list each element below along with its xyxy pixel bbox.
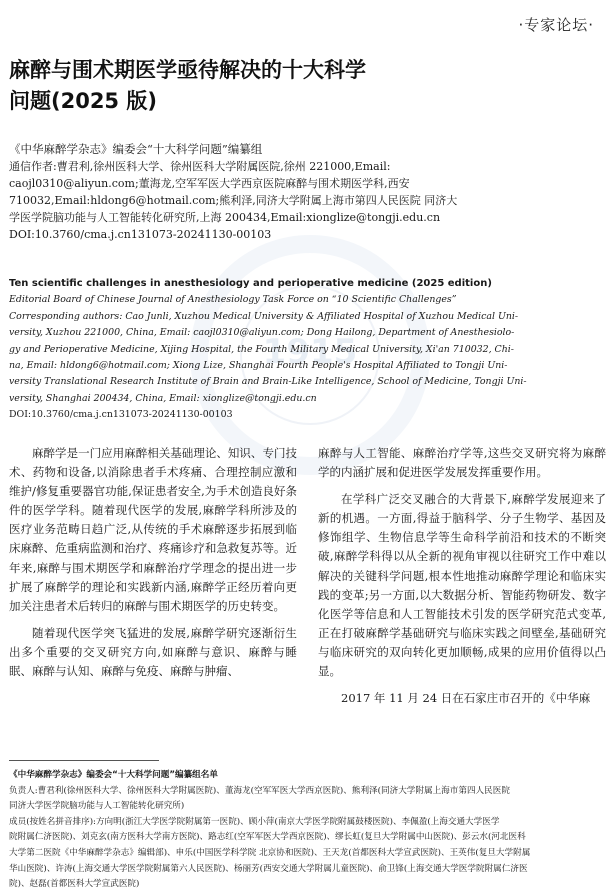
title-line-2: 问题(2025 版) <box>9 89 157 113</box>
footnote-line: 同济大学医学院脑功能与人工智能转化研究所) <box>9 801 185 812</box>
body-paragraph: 麻醉学是一门应用麻醉相关基础理论、知识、专门技术、药物和设备,以消除患者手术疼痛、合理控制应激和维护/修复重要器官功能,保证患者安全,为手术创造良好条件的医学学科。随着现代医学的发展,麻醉学科所涉及的医疗业务范畴日趋广泛,从传统的手术麻醉逐步拓展到临床麻醉、危重病监测和治疗、疼痛诊疗和急救复苏等。近年来,麻醉与围术期医学和麻醉治疗学理念的提出进一步扩展了麻醉学的理论和实践新内涵,麻醉学正经历着向更加关注患者术后转归的麻醉与围术期医学的历史转变。 <box>9 446 297 613</box>
footnote-line: 院)、赵磊(首都医科大学宣武医院) <box>9 879 140 890</box>
footnote-line: 负责人:曹君利(徐州医科大学、徐州医科大学附属医院)、董海龙(空军军医大学西京医院)、熊利泽(同济大学附属上海市第四人民医院 <box>9 785 510 796</box>
section-tag: ·专家论坛· <box>518 16 594 34</box>
en-doi: DOI:10.3760/cma.j.cn131073-20241130-00103 <box>9 409 233 421</box>
en-correspondence-line: na, Email: hldong6@hotmail.com; Xiong Lize, Shanghai Fourth People's Hospital Affiliated to Tongji Uni- <box>9 360 508 372</box>
title-line-1: 麻醉与围术期医学亟待解决的十大科学 <box>9 58 366 82</box>
footnote-line: 华山医院)、许涛(上海交通大学医学院附属第六人民医院)、杨丽芳(西安交通大学附属儿童医院)、俞卫锋(上海交通大学医学院附属仁济医 <box>9 863 528 874</box>
footnote-line: 大学第二医院《中华麻醉学杂志》编辑部)、申乐(中国医学科学院 北京协和医院)、王天龙(首都医科大学宣武医院)、王英伟(复旦大学附属 <box>9 847 531 858</box>
cn-correspondence-line: 学医学院脑功能与人工智能转化研究所,上海 200434,Email:xionglize@tongji.edu.cn <box>9 211 441 224</box>
footnote-divider <box>9 760 159 761</box>
footnote-line: 院附属仁济医院)、刘克玄(南方医科大学南方医院)、路志红(空军军医大学西京医院)、缪长虹(复旦大学附属中山医院)、彭云水(河北医科 <box>9 832 526 843</box>
body-paragraph: 2017 年 11 月 24 日在石家庄市召开的《中华麻 <box>341 691 591 706</box>
body-paragraph: 在学科广泛交叉融合的大背景下,麻醉学发展迎来了新的机遇。一方面,得益于脑科学、分子生物学、基因及修饰组学、生物信息学等生命科学前沿和技术的不断突破,麻醉学科得以从全新的视角审视以往研究工作中难以解决的关键科学问题,根本性地推动麻醉学理论和临床实践的变革;另一方面,以大数据分析、智能药物研发、数字化医学等信息和人工智能技术引发的医学研究范式变革,正在打破麻醉学基础研究与临床实践之间壁垒,基础研究与临床研究的双向转化更加顺畅,成果的应用价值得以凸显。 <box>318 492 606 679</box>
en-correspondence-line: Corresponding authors: Cao Junli, Xuzhou Medical University & Affiliated Hospital of Xuzhou Medical Uni- <box>9 310 519 322</box>
en-board-line: Editorial Board of Chinese Journal of Anesthesiology Task Force on “10 Scientific Challenges” <box>9 294 457 306</box>
footnote-line: 成员(按姓名拼音排序):方向明(浙江大学医学院附属第一医院)、顾小萍(南京大学医学院附属鼓楼医院)、李佩盈(上海交通大学医学 <box>9 816 500 827</box>
cn-correspondence-line: caojl0310@aliyun.com;董海龙,空军军医大学西京医院麻醉与围术期医学科,西安 <box>9 177 410 190</box>
editorial-board: 《中华麻醉学杂志》编委会“十大科学问题”编纂组 <box>9 142 263 156</box>
article-title <box>9 55 569 117</box>
chinese-author-info <box>9 141 605 243</box>
english-author-info <box>9 276 605 424</box>
body-column-left <box>9 444 297 681</box>
english-title: Ten scientific challenges in anesthesiology and perioperative medicine (2025 edition) <box>9 278 492 289</box>
body-column-right <box>318 444 606 708</box>
body-paragraph: 麻醉与人工智能、麻醉治疗学等,这些交叉研究将为麻醉学的内涵扩展和促进医学发展发挥重要作用。 <box>318 446 606 480</box>
en-correspondence-line: versity, Shanghai 200434, China, Email: xionglize@tongji.edu.cn <box>9 392 317 404</box>
cn-correspondence-line: 710032,Email:hldong6@hotmail.com;熊利泽,同济大学附属上海市第四人民医院 同济大 <box>9 194 458 207</box>
cn-doi: DOI:10.3760/cma.j.cn131073-20241130-00103 <box>9 228 272 241</box>
seal-year: 1915 <box>262 332 358 372</box>
en-correspondence-line: versity, Xuzhou 221000, China, Email: caojl0310@aliyun.com; Dong Hailong, Department of Anesthesiolo- <box>9 327 515 339</box>
footnote-member-list <box>9 768 605 893</box>
body-paragraph: 随着现代医学突飞猛进的发展,麻醉学研究逐渐衍生出多个重要的交叉研究方向,如麻醉与意识、麻醉与睡眠、麻醉与认知、麻醉与免疫、麻醉与肿瘤、 <box>9 625 297 679</box>
footnote-heading: 《中华麻醉学杂志》编委会“十大科学问题”编纂组名单 <box>9 770 218 780</box>
en-correspondence-line: versity Translational Research Institute of Brain and Brain-Like Intelligence, School of Medicine, Tongji Uni- <box>9 376 527 388</box>
en-correspondence-line: gy and Perioperative Medicine, Xijing Hospital, the Fourth Military Medical University, Xi'an 710032, Chi- <box>9 343 514 355</box>
cn-correspondence-line: 通信作者:曹君利,徐州医科大学、徐州医科大学附属医院,徐州 221000,Email: <box>9 160 391 173</box>
